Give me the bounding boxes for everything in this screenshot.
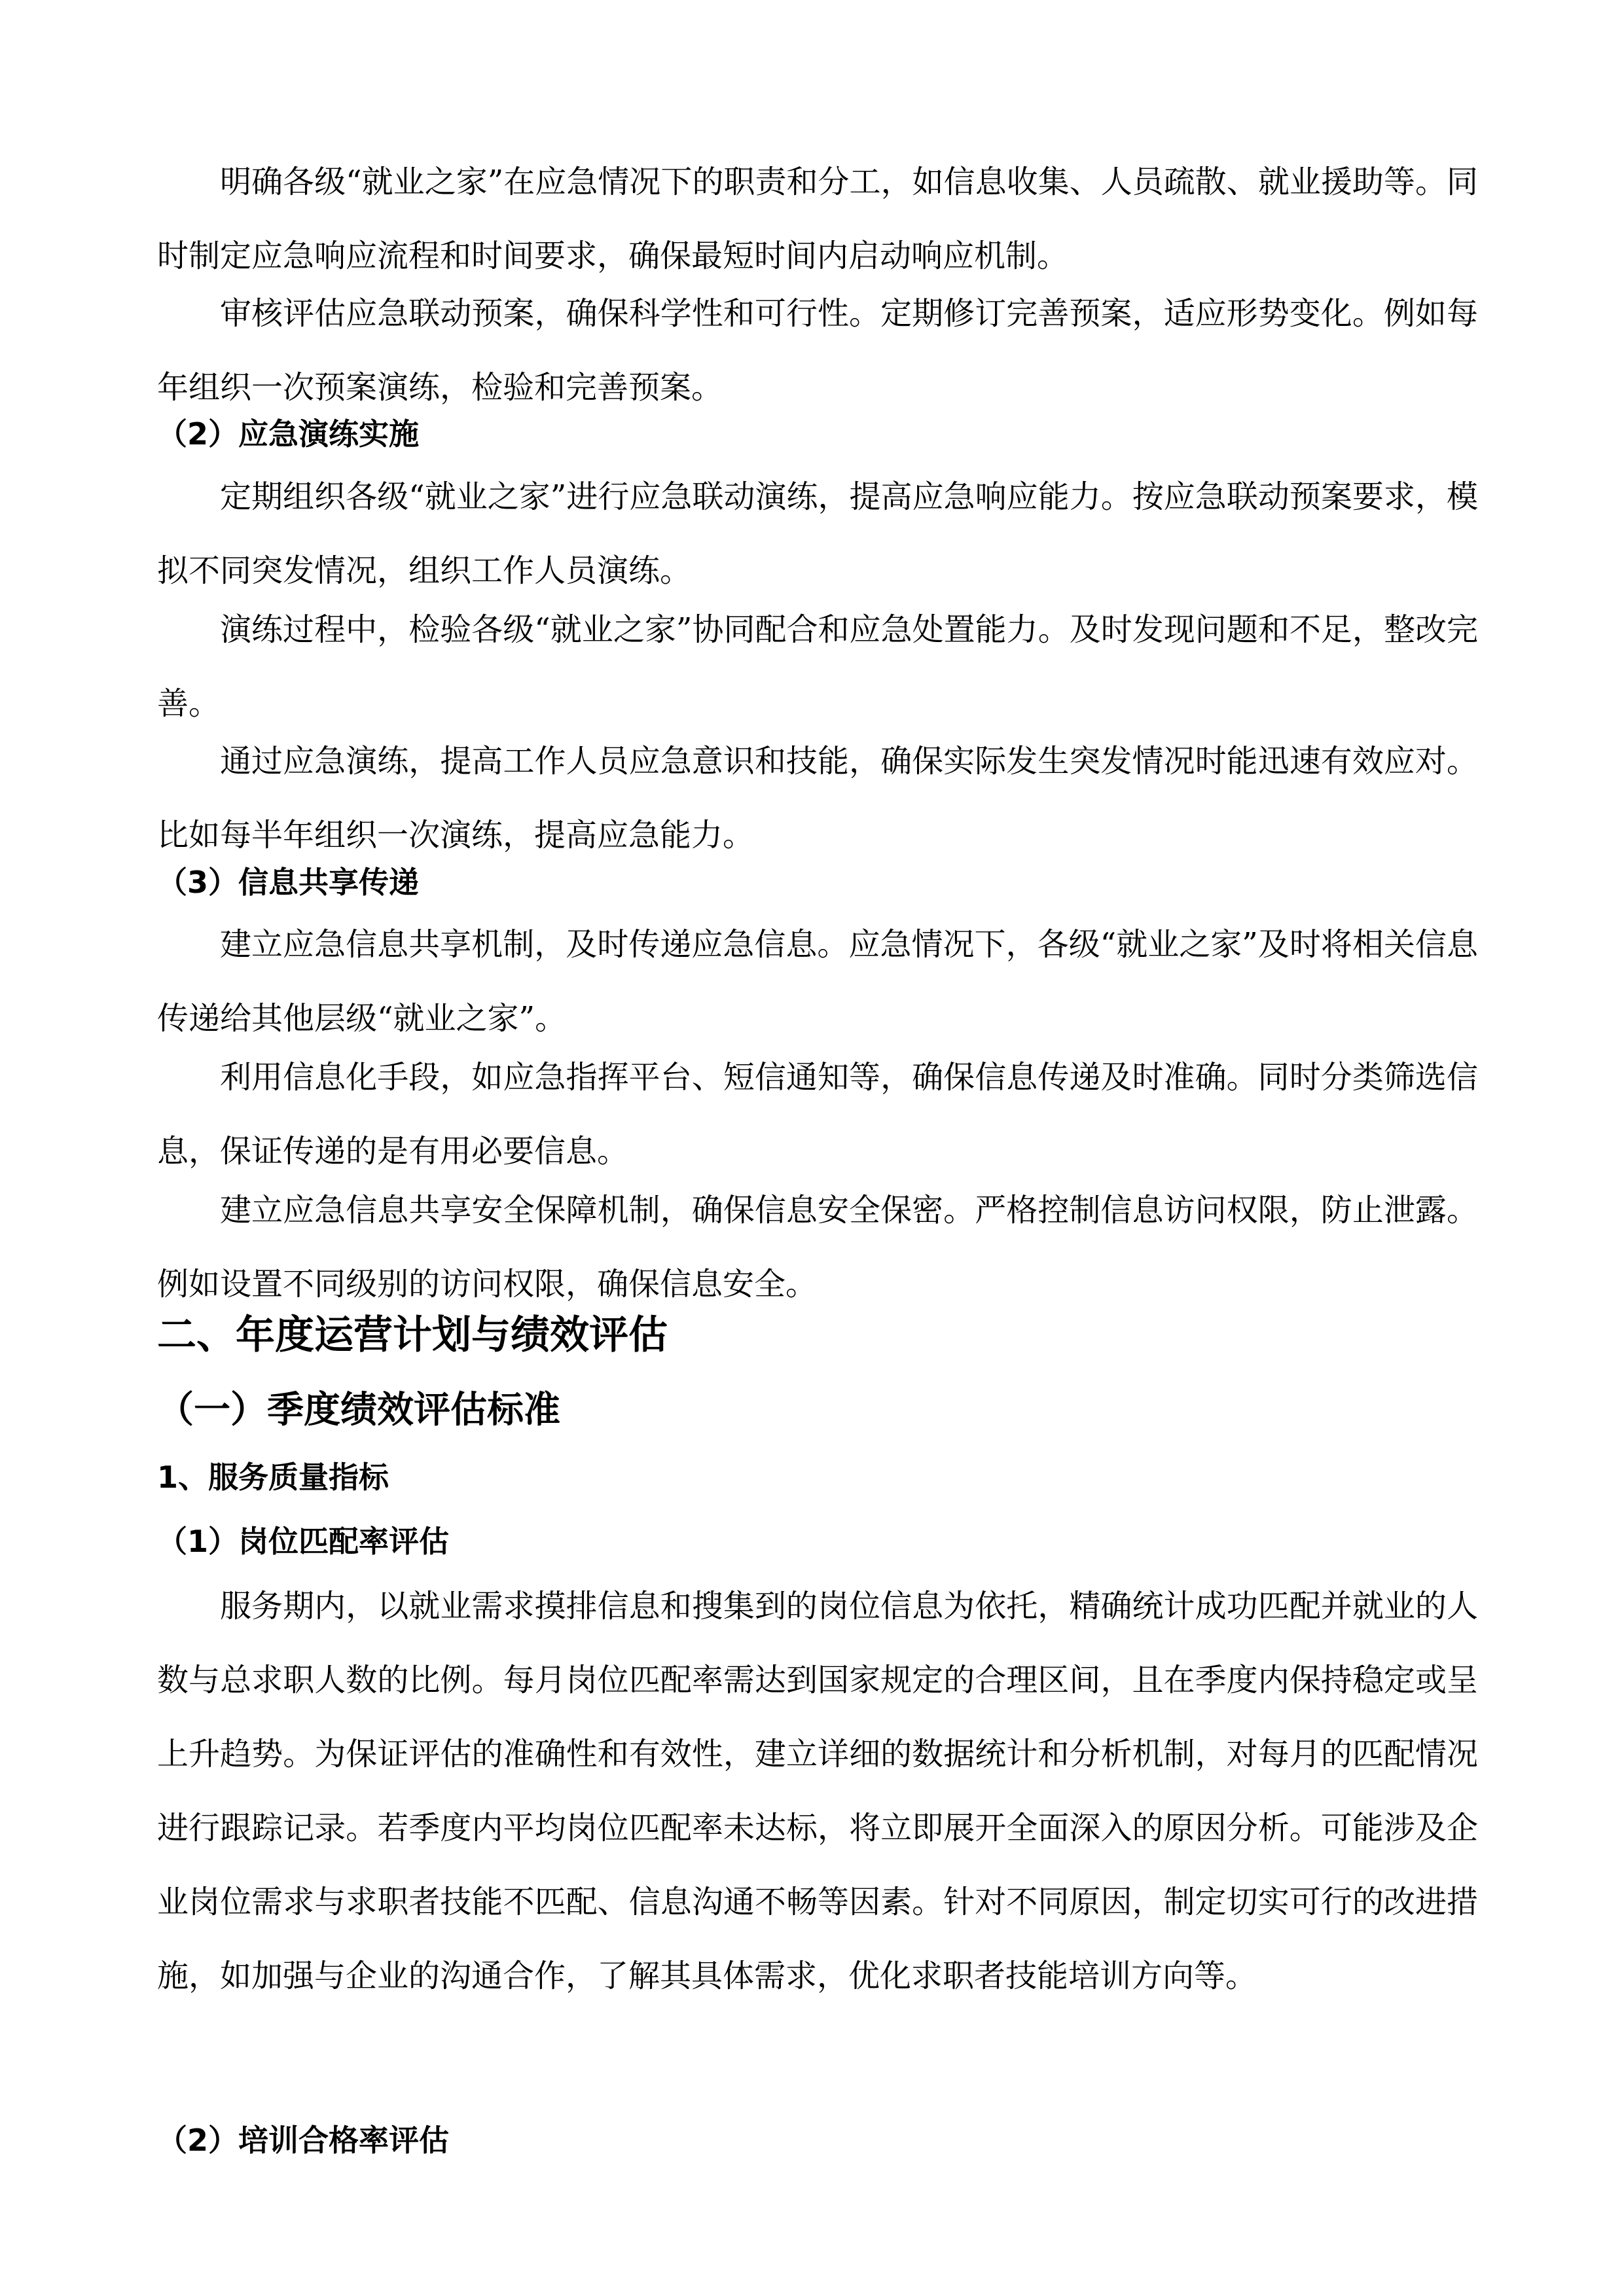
section-heading-quarterly-standards: （一）季度绩效评估标准 bbox=[157, 1389, 560, 1431]
subheading-service-quality: 1、服务质量指标 bbox=[157, 1460, 389, 1495]
paragraph-information-technology: 利用信息化手段，如应急指挥平台、短信通知等，确保信息传递及时准确。同时分类筛选信息，保证传递的是有用必要信息。 bbox=[157, 1059, 1478, 1170]
paragraph-regular-drills: 定期组织各级“就业之家”进行应急联动演练，提高应急响应能力。按应急联动预案要求，模拟不同突发情况，组织工作人员演练。 bbox=[157, 478, 1478, 589]
section-heading-annual-plan: 二、年度运营计划与绩效评估 bbox=[157, 1312, 668, 1358]
paragraph-sharing-mechanism: 建立应急信息共享机制，及时传递应急信息。应急情况下，各级“就业之家”及时将相关信息传递给其他层级“就业之家”。 bbox=[157, 926, 1478, 1037]
subheading-training-pass-rate: （2）培训合格率评估 bbox=[157, 2123, 450, 2158]
paragraph-information-security: 建立应急信息共享安全保障机制，确保信息安全保密。严格控制信息访问权限，防止泄露。例如设置不同级别的访问权限，确保信息安全。 bbox=[157, 1192, 1478, 1302]
paragraph-matching-rate-details: 服务期内，以就业需求摸排信息和搜集到的岗位信息为依托，精确统计成功匹配并就业的人数与总求职人数的比例。每月岗位匹配率需达到国家规定的合理区间，且在季度内保持稳定或呈上升趋势。为保证评估的准确性和有效性，建立详细的数据统计和分析机制，对每月的匹配情况进行跟踪记录。若季度内平均岗位匹配率未达标，将立即展开全面深入的原因分析。可能涉及企业岗位需求与求职者技能不匹配、信息沟通不畅等因素。针对不同原因，制定切实可行的改进措施，如加强与企业的沟通合作，了解其具体需求，优化求职者技能培训方向等。 bbox=[157, 1588, 1478, 1994]
paragraph-plan-review: 审核评估应急联动预案，确保科学性和可行性。定期修订完善预案，适应形势变化。例如每年组织一次预案演练，检验和完善预案。 bbox=[157, 295, 1478, 406]
paragraph-drill-process: 演练过程中，检验各级“就业之家”协同配合和应急处置能力。及时发现问题和不足，整改完善。 bbox=[157, 611, 1478, 722]
subheading-job-matching-rate: （1）岗位匹配率评估 bbox=[157, 1524, 450, 1559]
subheading-drill-implementation: （2）应急演练实施 bbox=[157, 416, 420, 452]
paragraph-drill-benefits: 通过应急演练，提高工作人员应急意识和技能，确保实际发生突发情况时能迅速有效应对。比如每半年组织一次演练，提高应急能力。 bbox=[157, 743, 1478, 853]
paragraph-emergency-duties: 明确各级“就业之家”在应急情况下的职责和分工，如信息收集、人员疏散、就业援助等。同时制定应急响应流程和时间要求，确保最短时间内启动响应机制。 bbox=[157, 164, 1478, 274]
subheading-information-sharing: （3）信息共享传递 bbox=[157, 865, 420, 900]
